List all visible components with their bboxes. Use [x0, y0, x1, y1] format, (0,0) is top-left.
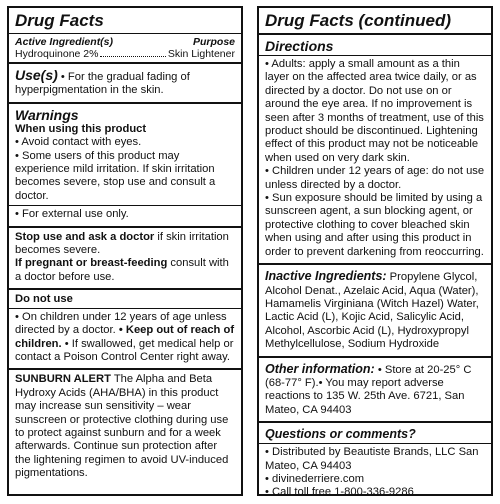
drug-facts-panel-right	[257, 6, 493, 499]
directions-heading: Directions	[265, 38, 334, 54]
do-not-use-heading: Do not use	[15, 293, 73, 306]
sunburn-alert-section	[9, 370, 241, 484]
when-using-item-1: • Avoid contact with eyes.	[15, 136, 142, 149]
directions-item-2: • Children under 12 years of age: do not use unless directed by a doctor.	[265, 165, 485, 191]
stop-use-text: if skin irritation becomes severe.	[15, 230, 229, 257]
purpose-heading: Purpose	[192, 36, 235, 48]
keep-out-text: • If swallowed, get medical help or contact a Poison Control Center right away.	[15, 337, 234, 363]
when-using-item-3: • For external use only.	[15, 208, 129, 221]
do-not-use-section	[9, 290, 241, 370]
drug-facts-continued-header	[259, 8, 491, 35]
drug-facts-panel-left	[7, 6, 243, 496]
sunburn-alert-heading: SUNBURN ALERT	[15, 373, 111, 386]
uses-text: • For the gradual fading of hyperpigmentation in the skin.	[15, 71, 190, 97]
directions-section	[259, 35, 491, 265]
warnings-heading: Warnings	[15, 106, 79, 123]
inactive-ingredients-section	[259, 265, 491, 357]
when-using-heading: When using this product	[15, 122, 147, 135]
active-ingredient-purpose: Skin Lightener	[167, 48, 235, 60]
active-ingredients-heading: Active Ingredient(s)	[15, 36, 114, 48]
drug-facts-title: Drug Facts	[15, 11, 104, 30]
stop-use-section	[9, 228, 241, 291]
questions-section	[259, 423, 491, 504]
active-ingredient-row	[15, 48, 235, 60]
questions-heading: Questions or comments?	[265, 427, 416, 442]
questions-phone: • Call toll free 1-800-336-9286	[265, 486, 414, 499]
drug-facts-continued-title: Drug Facts (continued)	[265, 11, 452, 30]
keep-out-heading: • Keep out of reach of children.	[15, 324, 235, 350]
inactive-ingredients-text: Propylene Glycol, Alcohol Denat., Azelaic Acid, Aqua (Water), Hamamelis Virginiana (Witch Hazel) Water, Lactic Acid (L), Kojic Acid, Salicylic Acid, Alcohol, Ascorbic Acid (L), Hydroxypropyl Methylcellulose, Sodium Hydroxide	[265, 271, 479, 351]
directions-item-3: • Sun exposure should be limited by using a sunscreen agent, a sun blocking agent, or protective clothing to cover bleached skin when using and after using this product in order to prevent darkening from reoccurring.	[265, 192, 484, 258]
pregnant-text: consult with a doctor before use.	[15, 257, 229, 283]
uses-heading: Use(s)	[15, 67, 58, 83]
questions-distributor: • Distributed by Beautiste Brands, LLC San Mateo, CA 94403	[265, 446, 479, 472]
do-not-use-text: • On children under 12 years of age unless directed by a doctor.	[15, 310, 227, 337]
warnings-section	[9, 104, 241, 228]
sunburn-alert-text: The Alpha and Beta Hydroxy Acids (AHA/BHA) in this product may increase sun sensitivity – wear sunscreen or protective clothing during use to protect against sunburn and for a week afterwards. Continue sun protection after the lightening regimen to avoid UV-induced pigmentations.	[15, 373, 229, 480]
other-information-text: • Store at 20-25° C (68-77° F).• You may report adverse reactions to 135 W. 25th Ave. 6721, San Mateo, CA 94403	[265, 363, 472, 416]
active-ingredient-name: Hydroquinone 2%	[15, 48, 99, 60]
directions-item-1: • Adults: apply a small amount as a thin layer on the affected area twice daily, or as directed by a doctor. Do not use on or around the eye area. If no improvement is seen after 3 months of treatment, use of this product should be discontinued. Lightening effect of this product may not be noticeable when used on very dark skin.	[265, 58, 484, 164]
uses-section	[9, 64, 241, 104]
pregnant-heading: If pregnant or breast-feeding	[15, 257, 168, 270]
drug-facts-header	[9, 8, 241, 64]
questions-website: • divinederriere.com	[265, 472, 365, 485]
other-information-heading: Other information:	[265, 361, 375, 376]
inactive-ingredients-heading: Inactive Ingredients:	[265, 269, 387, 284]
when-using-item-2: • Some users of this product may experience mild irritation. If skin irritation becomes severe, stop use and consult a doctor.	[15, 149, 216, 202]
stop-use-heading: Stop use and ask a doctor	[15, 230, 155, 243]
other-information-section	[259, 358, 491, 424]
